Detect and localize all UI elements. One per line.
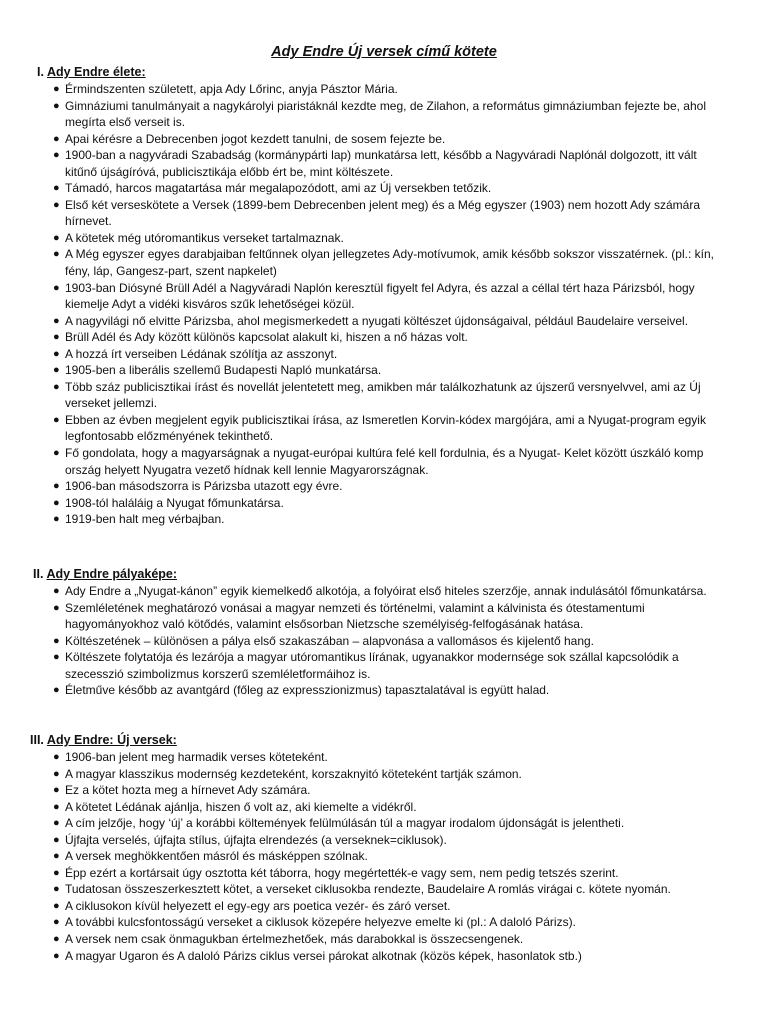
list-item-text: Tudatosan összeszerkesztett kötet, a verseket ciklusokba rendezte, Baudelaire A romlás virágai c. kötete nyomán. <box>65 882 671 897</box>
bullet-icon: ● <box>53 916 60 929</box>
list-item <box>0 197 768 230</box>
bullet-icon: ● <box>53 496 60 509</box>
bullet-icon: ● <box>53 99 60 112</box>
list-item-text: Ez a kötet hozta meg a hírnevet Ady számára. <box>65 783 311 798</box>
document-title: Ady Endre Új versek című kötete <box>271 44 497 60</box>
list-item <box>0 583 768 600</box>
bullet-icon: ● <box>53 132 60 145</box>
bullet-icon: ● <box>53 380 60 393</box>
section-title: Ady Endre élete: <box>46 65 146 79</box>
list-item-text: Apai kérésre a Debrecenben jogot kezdett tanulni, de sosem fejezte be. <box>65 131 446 146</box>
section-title: Ady Endre pályaképe: <box>46 567 178 581</box>
bullet-icon: ● <box>53 314 60 327</box>
list-item <box>0 313 768 330</box>
bullet-icon: ● <box>53 331 60 344</box>
list-item <box>0 362 768 379</box>
list-item <box>0 412 768 445</box>
bullet-icon: ● <box>53 817 60 830</box>
list-item <box>0 180 768 197</box>
list-item <box>0 766 768 783</box>
bullet-icon: ● <box>53 347 60 360</box>
list-item-text: A magyar Ugaron és A daloló Párizs ciklus versei párokat alkotnak (közös képek, hasonlatok stb.) <box>65 948 582 963</box>
section-new-poems <box>0 732 768 964</box>
list-item <box>0 495 768 512</box>
list-item-text: Újfajta verselés, újfajta stílus, újfajta elrendezés (a verseknek=ciklusok). <box>65 832 447 847</box>
list-item-text: A hozzá írt verseiben Lédának szólítja az asszonyt. <box>65 346 338 361</box>
section-life <box>0 64 768 528</box>
bullet-list <box>0 81 768 528</box>
bullet-icon: ● <box>53 601 60 614</box>
section-career <box>0 566 768 699</box>
bullet-icon: ● <box>53 585 60 597</box>
bullet-icon: ● <box>53 850 60 863</box>
list-item <box>0 346 768 363</box>
bullet-icon: ● <box>53 800 60 813</box>
section-title: Ady Endre: Új versek: <box>46 733 177 747</box>
list-item <box>0 230 768 247</box>
section-number: III. <box>30 733 44 747</box>
bullet-icon: ● <box>53 634 60 647</box>
list-item-text: Gimnáziumi tanulmányait a nagykárolyi piaristáknál kezdte meg, de Zilahon, a református gimnáziumban fejezte be, ahol megírta első verseit is. <box>65 98 706 130</box>
list-item <box>0 329 768 346</box>
bullet-icon: ● <box>53 248 60 261</box>
list-item <box>0 848 768 865</box>
list-item-text: Érmindszenten született, apja Ady Lőrinc, anyja Pásztor Mária. <box>65 82 398 96</box>
list-item <box>0 782 768 799</box>
list-item <box>0 478 768 495</box>
list-item-text: A ciklusokon kívül helyezett el egy-egy ars poetica vezér- és záró verset. <box>65 898 451 913</box>
bullet-icon: ● <box>53 83 60 95</box>
list-item <box>0 131 768 148</box>
bullet-icon: ● <box>53 149 60 162</box>
list-item-text: A magyar klasszikus modernség kezdeteként, korszaknyitó köteteként tartják számon. <box>65 766 522 781</box>
list-item-text: Ady Endre a „Nyugat-kánon” egyik kiemelkedő alkotója, a folyóirat első hiteles szerzője, annak indulásától főmunkatársa. <box>65 584 707 598</box>
bullet-icon: ● <box>53 866 60 879</box>
bullet-icon: ● <box>53 447 60 460</box>
list-item-text: A versek meghökkentően másról és másképpen szólnak. <box>65 849 368 864</box>
list-item-text: 1906-ban jelent meg harmadik verses köteteként. <box>65 750 328 764</box>
section-number: II. <box>33 567 44 581</box>
list-item-text: Épp ezért a kortársait úgy osztotta két táborra, hogy megértették-e vagy sem, nem pedig tetszés szerint. <box>65 865 619 880</box>
list-item <box>0 865 768 882</box>
list-item <box>0 898 768 915</box>
list-item <box>0 832 768 849</box>
list-item <box>0 799 768 816</box>
bullet-icon: ● <box>53 899 60 912</box>
bullet-list <box>0 749 768 964</box>
list-item-text: 1905-ben a liberális szellemű Budapesti Napló munkatársa. <box>65 363 382 378</box>
list-item <box>0 948 768 965</box>
bullet-icon: ● <box>53 767 60 780</box>
bullet-icon: ● <box>53 833 60 846</box>
list-item-text: A további kulcsfontosságú verseket a ciklusok közepére helyezve emelte ki (pl.: A daloló Párizs). <box>65 915 576 930</box>
bullet-list <box>0 583 768 699</box>
list-item <box>0 98 768 131</box>
list-item-text: A nagyvilági nő elvitte Párizsba, ahol megismerkedett a nyugati költészet újdonságaival, például Baudelaire verseivel. <box>65 313 689 328</box>
list-item-text: Több száz publicisztikai írást és novellát jelentetett meg, amikben már találkozhatunk az újszerű versnyelvvel, ami az Új verseket jellemzi. <box>65 379 701 411</box>
bullet-icon: ● <box>53 949 60 962</box>
bullet-icon: ● <box>53 281 60 294</box>
list-item <box>0 600 768 633</box>
list-item <box>0 881 768 898</box>
section-heading <box>0 732 768 749</box>
bullet-icon: ● <box>53 413 60 426</box>
list-item-text: 1919-ben halt meg vérbajban. <box>65 512 225 527</box>
section-number: I. <box>37 65 44 79</box>
bullet-icon: ● <box>53 684 60 697</box>
list-item-text: Életműve később az avantgárd (főleg az expresszionizmus) tapasztalatával is együtt halad. <box>65 683 550 698</box>
list-item <box>0 445 768 478</box>
list-item-text: Költészetének – különösen a pálya első szakaszában – alapvonása a vallomásos és kijelentő hang. <box>65 633 595 648</box>
list-item <box>0 931 768 948</box>
list-item <box>0 280 768 313</box>
bullet-icon: ● <box>53 198 60 211</box>
bullet-icon: ● <box>53 364 60 377</box>
list-item <box>0 147 768 180</box>
section-heading <box>0 566 768 583</box>
list-item-text: 1900-ban a nagyváradi Szabadság (kormánypárti lap) munkatársa lett, később a Nagyváradi Naplónál dolgozott, itt vált kitűnő újságíróvá, publicisztikája előbb ért be, mint költészete. <box>65 148 697 179</box>
list-item <box>0 511 768 528</box>
bullet-icon: ● <box>53 784 60 797</box>
list-item-text: A versek nem csak önmagukban értelmezhetőek, más darabokkal is összecsengenek. <box>65 932 524 947</box>
list-item-text: A cím jelzője, hogy ‘új’ a korábbi költemények felülmúlásán túl a magyar irodalom újdonságát is jelentheti. <box>65 816 625 831</box>
list-item-text: A kötetek még utóromantikus verseket tartalmaznak. <box>65 230 344 245</box>
list-item <box>0 749 768 766</box>
list-item <box>0 682 768 699</box>
list-item <box>0 914 768 931</box>
list-item-text: Első két verseskötete a Versek (1899-bem Debrecenben jelent meg) és a Még egyszer (1903) nem hozott Ady számára hírnevet. <box>65 197 700 229</box>
list-item-text: Fő gondolata, hogy a magyarságnak a nyugat-európai kultúra felé kell fordulnia, és a Nyugat- Kelet között úszkáló komp ország helyett Nyugatra vezető hídnak kell lennie Magyarországnak. <box>65 446 704 477</box>
list-item <box>0 815 768 832</box>
bullet-icon: ● <box>53 513 60 526</box>
list-item-text: A kötetet Lédának ajánlja, hiszen ő volt az, aki kiemelte a vidékről. <box>65 799 417 814</box>
list-item <box>0 379 768 412</box>
list-item <box>0 246 768 279</box>
list-item-text: Brüll Adél és Ady között különös kapcsolat alakult ki, hiszen a nő házas volt. <box>65 330 468 345</box>
bullet-icon: ● <box>53 182 60 195</box>
list-item-text: Támadó, harcos magatartása már megalapozódott, ami az Új versekben tetőzik. <box>65 181 492 196</box>
bullet-icon: ● <box>53 751 60 763</box>
list-item <box>0 633 768 650</box>
list-item-text: 1906-ban másodszorra is Párizsba utazott egy évre. <box>65 479 343 494</box>
list-item-text: Szemléletének meghatározó vonásai a magyar nemzeti és történelmi, valamint a kálvinista és ótestamentumi hagyományokhoz való kötődés, valamint elsősorban Nietzsche személyiség-felfogásának hatása. <box>65 600 645 632</box>
list-item-text: 1903-ban Diósyné Brüll Adél a Nagyváradi Naplón keresztül figyelt fel Adyra, és azzal a céllal tért haza Párizsból, hogy kiemelje Adyt a vidéki kisváros szűk lehetőségei közül. <box>65 280 695 312</box>
bullet-icon: ● <box>53 480 60 493</box>
section-heading <box>0 64 768 81</box>
bullet-icon: ● <box>53 231 60 244</box>
list-item <box>0 649 768 682</box>
bullet-icon: ● <box>53 883 60 896</box>
list-item-text: A Még egyszer egyes darabjaiban feltűnnek olyan jellegzetes Ady-motívumok, amik később sokszor visszatérnek. (pl.: kín, fény, láp, Gangesz-part, szent napkelet) <box>65 247 714 279</box>
list-item-text: Költészete folytatója és lezárója a magyar utóromantikus lírának, ugyanakkor modernsége sok szállal kapcsolódik a szecesszió szimbolizmus korszerű szemléletformáihoz is. <box>65 650 679 681</box>
bullet-icon: ● <box>53 933 60 946</box>
list-item-text: Ebben az évben megjelent egyik publicisztikai írása, az Ismeretlen Korvin-kódex margójára, ami a Nyugat-program egyik legfontosabb előzményének tekinthető. <box>65 412 706 444</box>
list-item-text: 1908-tól haláláig a Nyugat főmunkatársa. <box>65 495 284 510</box>
bullet-icon: ● <box>53 651 60 664</box>
list-item <box>0 81 768 98</box>
